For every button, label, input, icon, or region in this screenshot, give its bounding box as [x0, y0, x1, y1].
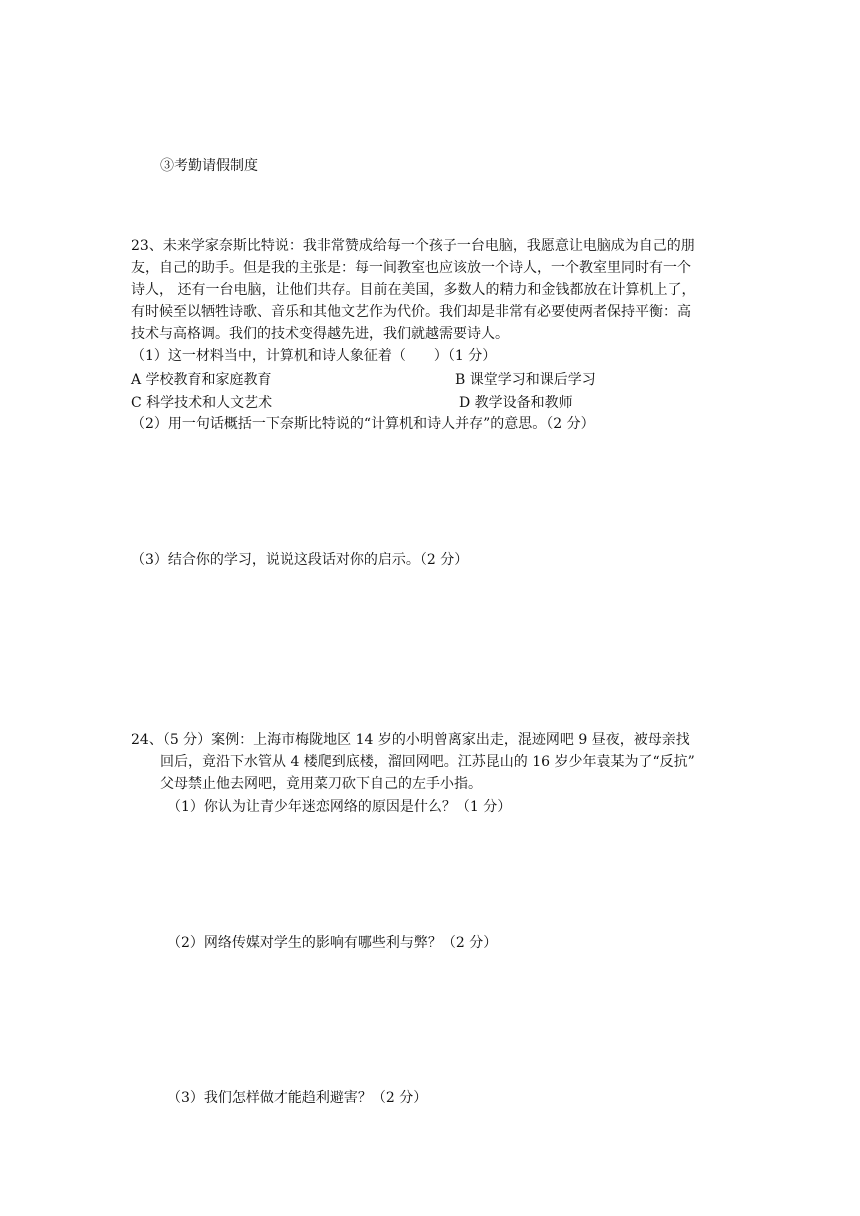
q23-subquestion-1: （1）这一材料当中，计算机和诗人象征着（ ）（1 分） [131, 348, 497, 364]
q24-passage-line-1: 24、（5 分）案例：上海市梅陇地区 14 岁的小明曾离家出走，混迹网吧 9 昼夜，被母亲找 [131, 732, 690, 748]
q23-passage-line-5: 技术与高格调。我们的技术变得越先进，我们就越需要诗人。 [131, 326, 509, 342]
q23-option-a: A 学校教育和家庭教育 [131, 372, 272, 388]
q23-subquestion-2: （2）用一句话概括一下奈斯比特说的“计算机和诗人并存”的意思。（2 分） [131, 416, 595, 432]
q23-option-c: C 科学技术和人文艺术 [131, 395, 273, 411]
q23-passage-line-1: 23、未来学家奈斯比特说：我非常赞成给每一个孩子一台电脑，我愿意让电脑成为自己的朋 [131, 238, 695, 254]
q23-passage-line-2: 友，自己的助手。但是我的主张是：每一间教室也应该放一个诗人，一个教室里同时有一个 [131, 260, 691, 276]
q23-option-d: D 教学设备和教师 [459, 395, 573, 411]
q23-passage-line-3: 诗人， 还有一台电脑，让他们共存。目前在美国，多数人的精力和金钱都放在计算机上了， [131, 282, 696, 298]
q24-passage-line-3: 父母禁止他去网吧，竟用菜刀砍下自己的左手小指。 [160, 776, 482, 792]
q23-subquestion-3: （3）结合你的学习，说说这段话对你的启示。（2 分） [131, 552, 469, 568]
q24-subquestion-1: （1）你认为让青少年迷恋网络的原因是什么？（1 分） [167, 799, 512, 815]
q24-passage-line-2: 回后，竟沿下水管从 4 楼爬到底楼，溜回网吧。江苏昆山的 16 岁少年袁某为了“反抗” [160, 754, 695, 770]
q24-subquestion-2: （2）网络传媒对学生的影响有哪些利与弊？（2 分） [167, 935, 498, 951]
q23-option-b: B 课堂学习和课后学习 [455, 372, 596, 388]
q23-passage-line-4: 有时候至以牺牲诗歌、音乐和其他文艺作为代价。我们却是非常有必要使两者保持平衡：高 [131, 304, 691, 320]
q24-subquestion-3: （3）我们怎样做才能趋利避害？（2 分） [167, 1090, 428, 1106]
q22-item-3: ③考勤请假制度 [160, 158, 258, 174]
